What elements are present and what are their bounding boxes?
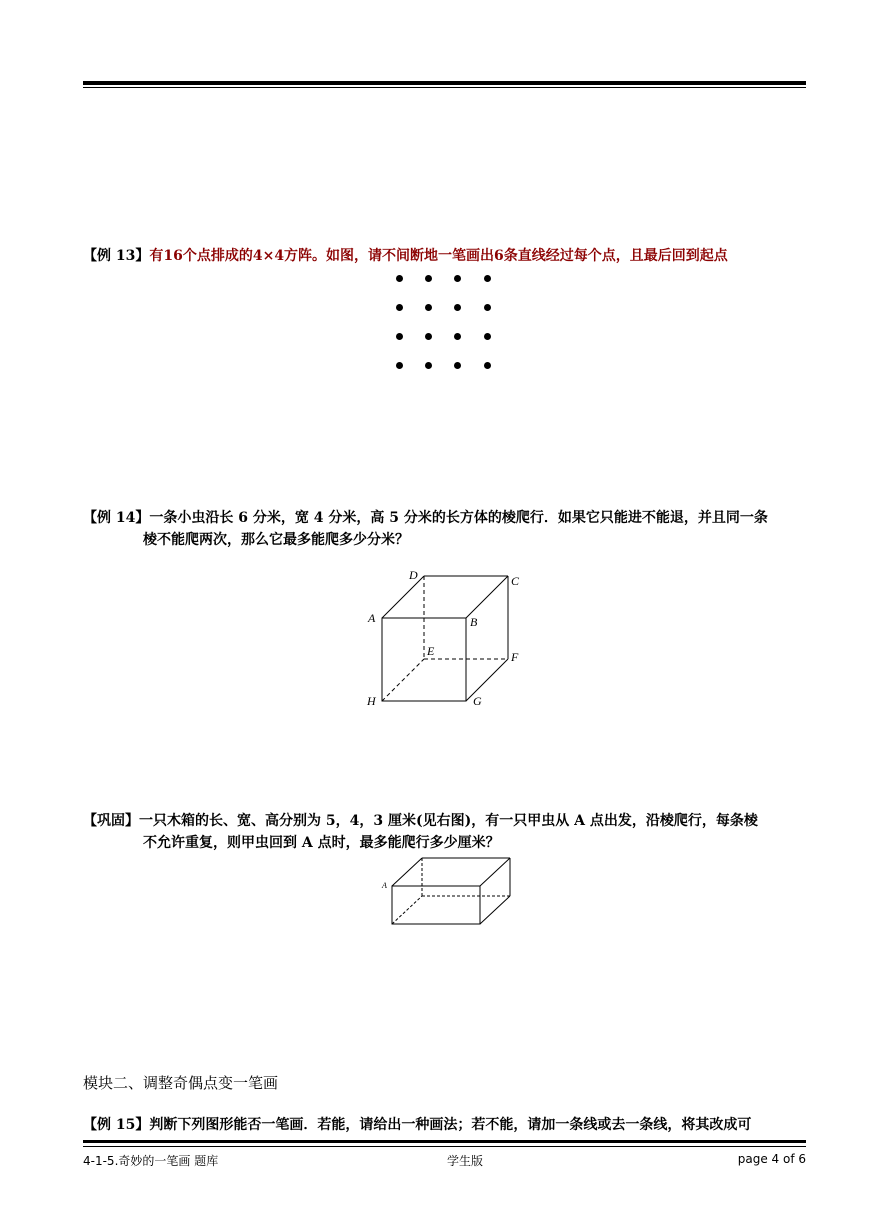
example-15 [83, 1114, 813, 1136]
grid-dot [425, 333, 432, 340]
example-14-line2: 棱不能爬两次，那么它最多能爬多少分米？ [143, 532, 409, 548]
vertex-label-H: H [367, 694, 376, 708]
vertex-label-E: E [427, 644, 435, 658]
consolidation-line2: 不允许重复，则甲虫回到 A 点时，最多能爬行多少厘米？ [143, 835, 500, 851]
footer-center: 学生版 [447, 1154, 484, 1168]
grid-dot [484, 275, 491, 282]
vertex-label-F: F [511, 650, 519, 664]
consolidation-problem [83, 810, 813, 854]
vertex-label-C: C [511, 574, 520, 588]
footer-rule-thin [83, 1146, 806, 1147]
example-13-tag: 【例 13】 [83, 248, 150, 264]
grid-dot [454, 362, 461, 369]
example-15-text: 判断下列图形能否一笔画．若能，请给出一种画法；若不能，请加一条线或去一条线，将其改成可 [149, 1117, 752, 1133]
example-14-line1: 一条小虫沿长 6 分米，宽 4 分米，高 5 分米的长方体的棱爬行．如果它只能进不能退，并且同一条 [149, 510, 768, 526]
footer-rule-thick [83, 1140, 806, 1143]
example-13 [83, 245, 813, 267]
vertex-label-B: B [470, 615, 478, 629]
grid-dot [454, 275, 461, 282]
box-figure [378, 852, 518, 930]
grid-dot [454, 333, 461, 340]
grid-dot [484, 304, 491, 311]
grid-dot [425, 304, 432, 311]
box-vertex-label-A: A [382, 881, 387, 890]
example-14-tag: 【例 14】 [83, 510, 150, 526]
example-14 [83, 507, 813, 551]
grid-dot [396, 333, 403, 340]
dot-grid-4x4 [390, 270, 510, 380]
example-13-text: 有16个点排成的4×4方阵。如图，请不间断地一笔画出6条直线经过每个点，且最后回到起点 [149, 248, 728, 264]
header-rule-thick [83, 81, 806, 85]
footer-page-number: page 4 of 6 [737, 1152, 806, 1166]
consolidation-tag: 【巩固】 [83, 813, 139, 829]
vertex-label-G: G [473, 694, 482, 708]
grid-dot [425, 275, 432, 282]
vertex-label-A: A [368, 611, 376, 625]
header-rule-thin [83, 87, 806, 88]
cuboid-figure [360, 565, 530, 715]
footer-left: 4-1-5.奇妙的一笔画 题库 [83, 1154, 219, 1168]
grid-dot [425, 362, 432, 369]
consolidation-line1: 一只木箱的长、宽、高分别为 5，4，3 厘米(见右图)，有一只甲虫从 A 点出发，沿棱爬行，每条棱 [139, 813, 758, 829]
grid-dot [396, 362, 403, 369]
grid-dot [396, 304, 403, 311]
example-15-tag: 【例 15】 [83, 1117, 150, 1133]
grid-dot [484, 333, 491, 340]
module-2-title: 模块二、调整奇偶点变一笔画 [83, 1074, 279, 1092]
grid-dot [454, 304, 461, 311]
vertex-label-D: D [409, 568, 418, 582]
grid-dot [396, 275, 403, 282]
grid-dot [484, 362, 491, 369]
